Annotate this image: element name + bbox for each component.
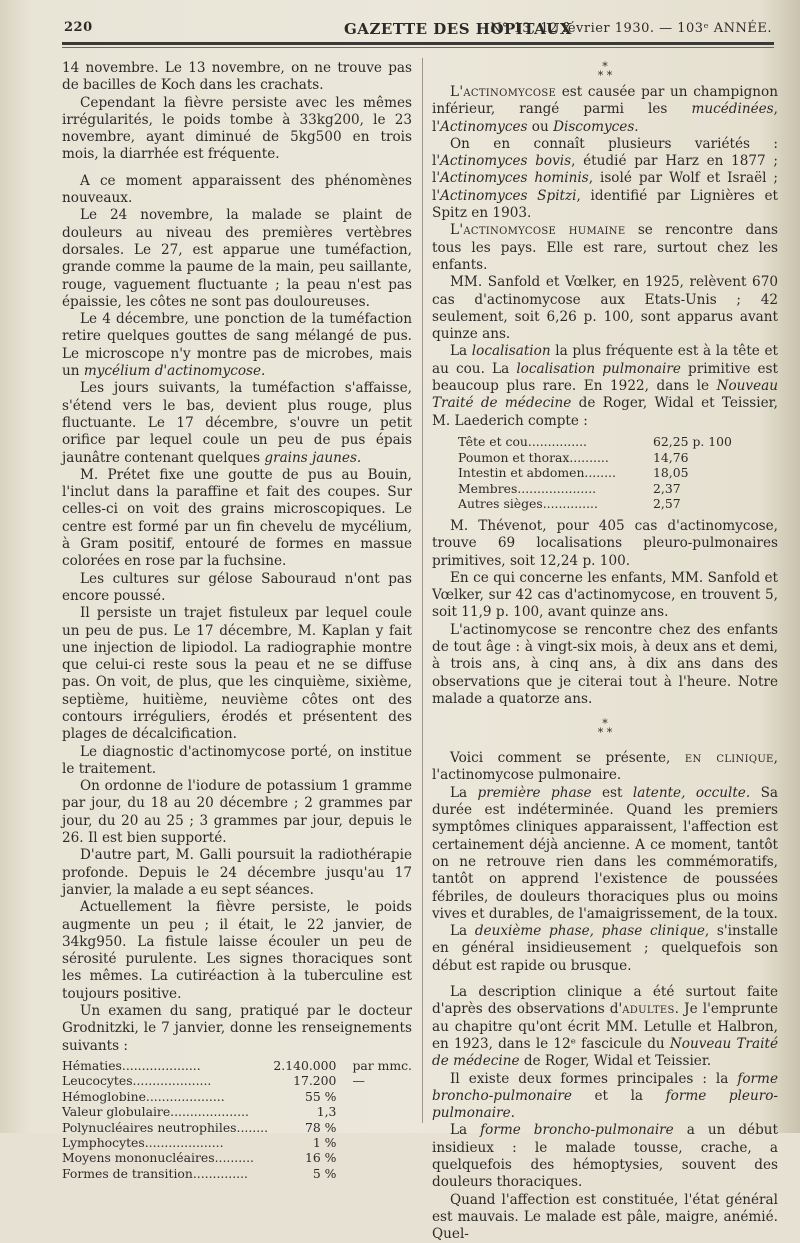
table-row: Valeur globulaire.................... 1,3 <box>62 1104 337 1120</box>
paragraph: On ordonne de l'iodure de potassium 1 gramme par jour, du 18 au 20 décembre ; 2 grammes par jour, du 20 au 25 ; 3 grammes par jour, depuis le 26. Il est bien supporté. <box>62 778 412 847</box>
paragraph: Cependant la fièvre persiste avec les mêmes irrégularités, le poids tombe à 33kg200, le 23 novembre, ayant diminué de 5kg500 en trois mois, la diarrhée est fréquente. <box>62 94 412 163</box>
emphasis: grains jaunes. <box>264 449 362 466</box>
section-separator-stars: * * * <box>597 60 613 82</box>
table-row: Poumon et thorax.......... 14,76 <box>458 449 689 465</box>
table-row: Polynucléaires neutrophiles........ 78 % <box>62 1119 337 1135</box>
paragraph: Le 24 novembre, la malade se plaint de douleurs au niveau des premières vertèbres dorsales. Le 27, est apparue une tuméfaction, grande comme la paume de la main, peu saillante, rouge, vaguement fluctuante ; la peau n'est pas épaissie, les côtes ne sont pas douloureuses. <box>62 207 412 310</box>
paragraph: L'actinomycose humaine se rencontre dans tous les pays. Elle est rare, surtout chez les enfants. <box>432 222 778 273</box>
paragraph: L'actinomycose est causée par un champignon inférieur, rangé parmi les mucédinées, l'Actinomyces ou Discomyces. <box>432 84 778 135</box>
right-column <box>432 60 778 1243</box>
paragraph: La description clinique a été surtout faite d'après des observations d'adultes. Je l'emprunte au chapitre qu'ont écrit MM. Letulle et Halbron, en 1923, dans le 12ᵉ fascicule du Nouveau Traité de médecine de Roger, Widal et Teissier. <box>432 984 778 1070</box>
table-row: Membres.................... 2,37 <box>458 480 681 496</box>
paragraph: M. Prétet fixe une goutte de pus au Bouin, l'inclut dans la paraffine et fait des coupes. Sur celles-ci on voit des grains microscopiques. Le centre est formé par un fin chevelu de mycélium, à Gram positif, entouré de formes en massue colorées en rose par la fuchsine. <box>62 466 412 570</box>
table-row: Autres sièges.............. 2,57 <box>458 496 681 512</box>
paragraph: MM. Sanfold et Vœlker, en 1925, relèvent 670 cas d'actinomycose aux Etats-Unis ; 42 seulement, soit 6,26 p. 100, sont apparus avant quinze ans. <box>432 274 778 343</box>
table-row: Hémoglobine.................... 55 % <box>62 1088 337 1104</box>
paragraph: La deuxième phase, phase clinique, s'installe en général insidieusement ; quelquefois son début est rapide ou brusque. <box>432 923 779 974</box>
table-row: Leucocytes.................... 17.200 — <box>62 1073 365 1089</box>
paragraph: La première phase est latente, occulte. Sa durée est indéterminée. Quand les premiers symptômes cliniques apparaissent, l'affection est certainement déjà ancienne. A ce moment, tantôt on ne retrouve rien dans les commémoratifs, tantôt on apprend l'existence de poussées fébriles, de douleurs thoraciques plus ou moins vives et durables, de l'amaigrissement, de la toux. <box>432 784 778 922</box>
table-row: Formes de transition.............. 5 % <box>62 1165 337 1181</box>
paragraph: Quand l'affection est constituée, l'état général est mauvais. Le malade est pâle, maigre, anémié. Quel- <box>432 1191 778 1243</box>
blood-exam-table <box>62 1058 412 1181</box>
paragraph: Il persiste un trajet fistuleux par lequel coule un peu de pus. Le 17 décembre, M. Kaplan y fait une injection de lipiodol. La radiographie montre que celui-ci reste sous la peau et ne se diffuse pas. On voit, de plus, que les cinquième, sixième, septième, huitième, neuvième côtes ont des contours irréguliers, érodés et présentent des plages de décalcification. <box>62 605 412 743</box>
paragraph: D'autre part, M. Galli poursuit la radiothérapie profonde. Depuis le 24 décembre jusqu'au 17 janvier, la malade a eu sept séances. <box>62 847 412 898</box>
paragraph: En ce qui concerne les enfants, MM. Sanfold et Vœlker, sur 42 cas d'actinomycose, en trouvent 5, soit 11,9 p. 100, avant quinze ans. <box>432 569 778 621</box>
paragraph: Le 4 décembre, une ponction de la tuméfaction retire quelques gouttes de sang mélangé de pus. Le microscope n'y montre pas de microbes, mais un mycélium d'actinomycose. <box>62 311 412 380</box>
section-separator-stars: * * * <box>597 717 613 740</box>
paragraph: Le diagnostic d'actinomycose porté, on institue le traitement. <box>62 743 412 777</box>
header-rule-thin <box>62 47 774 48</box>
page-number: 220 <box>64 20 93 35</box>
table-row: Tête et cou............... 62,25 p. 100 <box>458 433 732 449</box>
issue-info: N° 13, 12 février 1930. — 103ᵉ ANNÉE. <box>490 21 772 36</box>
table-row: Moyens mononucléaires.......... 16 % <box>62 1150 337 1166</box>
journal-title: GAZETTE DES HOPITAUX <box>344 20 573 38</box>
column-separator <box>422 58 423 1123</box>
paragraph: L'actinomycose se rencontre chez des enfants de tout âge : à vingt-six mois, à deux ans et demi, à trois ans, à cinq ans, à dix ans dans des observations que je citerai tout à l'heure. Notre malade a quatorze ans. <box>432 621 778 707</box>
paragraph: La forme broncho-pulmonaire a un début insidieux : le malade tousse, crache, a quelquefois des hémoptysies, souvent des douleurs thoraciques. <box>432 1122 779 1191</box>
paragraph: M. Thévenot, pour 405 cas d'actinomycose, trouve 69 localisations pleuro-pulmonaires primitives, soit 12,24 p. 100. <box>432 517 778 569</box>
table-row: Hématies.................... 2.140.000 par mmc. <box>62 1057 412 1073</box>
paragraph: Voici comment se présente, en clinique, l'actinomycose pulmonaire. <box>432 750 778 784</box>
table-row: Intestin et abdomen........ 18,05 <box>458 465 689 481</box>
paragraph: Les cultures sur gélose Sabouraud n'ont pas encore poussé. <box>62 570 412 604</box>
left-column <box>62 60 412 1185</box>
page-header <box>64 18 772 40</box>
table-row: Lymphocytes.................... 1 % <box>62 1134 337 1150</box>
emphasis: mycélium d'actinomycose. <box>83 363 266 380</box>
paragraph: Actuellement la fièvre persiste, le poids augmente un peu ; il était, le 22 janvier, de 34kg950. La fistule laisse écouler un peu de sérosité purulente. Les signes thoraciques sont les mêmes. La cutiréaction à la tuberculine est toujours positive. <box>62 899 412 1002</box>
header-rule <box>62 42 774 45</box>
paragraph: Un examen du sang, pratiqué par le docteur Grodnitzki, le 7 janvier, donne les renseignements suivants : <box>62 1003 412 1054</box>
paragraph: A ce moment apparaissent des phénomènes nouveaux. <box>62 172 412 207</box>
localisation-table <box>458 434 749 512</box>
paragraph: 14 novembre. Le 13 novembre, on ne trouve pas de bacilles de Koch dans les crachats. <box>62 60 412 94</box>
paragraph: Il existe deux formes principales : la forme broncho-pulmonaire et la forme pleuro-pulmonaire. <box>432 1070 778 1122</box>
paragraph: La localisation la plus fréquente est à la tête et au cou. La localisation pulmonaire primitive est beaucoup plus rare. En 1922, dans le Nouveau Traité de médecine de Roger, Widal et Teissier, M. Laederich compte : <box>432 343 779 429</box>
paragraph: Les jours suivants, la tuméfaction s'affaisse, s'étend vers le bas, devient plus rouge, plus fluctuante. Le 17 décembre, s'ouvre un petit orifice par lequel coule un peu de pus épais jaunâtre contenant quelques grains jaunes. <box>62 380 412 466</box>
paragraph: On en connaît plusieurs variétés : l'Actinomyces bovis, étudié par Harz en 1877 ; l'Actinomyces hominis, isolé par Wolf et Israël ; l'Actinomyces Spitzi, identifié par Lignières et Spitz en 1903. <box>432 135 779 222</box>
